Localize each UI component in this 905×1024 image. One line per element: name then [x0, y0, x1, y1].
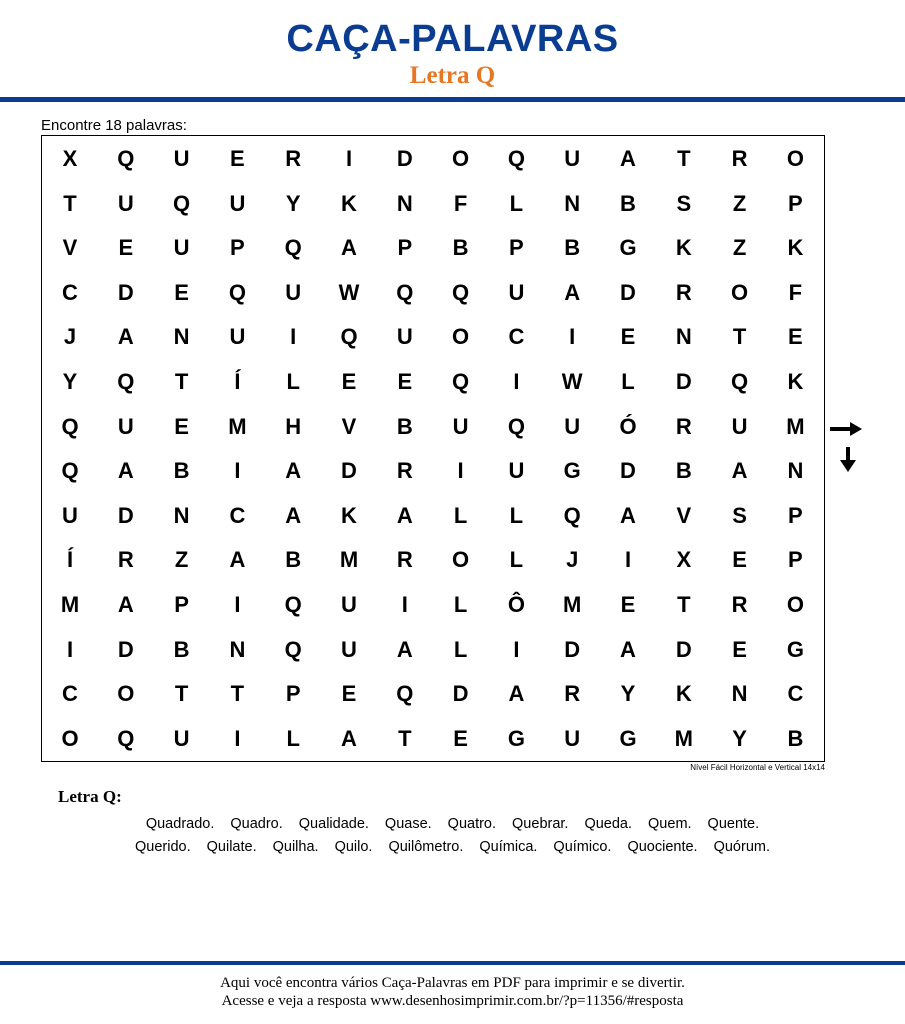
- grid-cell: T: [677, 592, 691, 617]
- grid-cell: E: [620, 324, 636, 350]
- grid-cell: E: [397, 369, 413, 394]
- grid-cell: E: [620, 592, 636, 617]
- grid-cell: B: [620, 190, 636, 216]
- grid-cell: U: [62, 502, 78, 528]
- grid-cell: U: [229, 190, 246, 216]
- grid-cell: L: [509, 547, 524, 573]
- grid-cell: U: [731, 413, 748, 439]
- grid-cell: O: [452, 547, 470, 573]
- grid-cell: T: [230, 681, 245, 707]
- grid-cell: K: [675, 681, 692, 707]
- grid-cell: L: [509, 190, 524, 216]
- grid-cell: O: [452, 324, 470, 350]
- grid-cell: Y: [732, 725, 747, 751]
- grid-cell: D: [620, 458, 636, 484]
- word-list-item: Queda.: [584, 816, 633, 832]
- level-note: Nível Fácil Horizontal e Vertical 14x14: [690, 763, 825, 772]
- grid-cell: P: [788, 502, 803, 528]
- grid-cell: E: [732, 636, 747, 662]
- grid-cell: Q: [507, 413, 525, 439]
- grid-cell: U: [341, 636, 357, 662]
- grid-cell: Y: [285, 190, 301, 216]
- grid-cell: U: [117, 413, 134, 439]
- grid-cell: A: [117, 324, 134, 350]
- grid-cell: Q: [228, 279, 246, 305]
- grid-cell: D: [117, 279, 134, 305]
- grid-cell: C: [62, 681, 78, 707]
- grid-cell: I: [345, 146, 353, 171]
- grid-cell: U: [117, 190, 134, 216]
- grid-cell: L: [286, 725, 300, 751]
- grid-cell: I: [234, 458, 241, 484]
- grid-cell: Q: [61, 413, 79, 439]
- word-list-heading: Letra Q:: [58, 787, 122, 806]
- grid-cell: Y: [620, 681, 636, 707]
- grid-cell: T: [398, 725, 412, 751]
- grid-cell: A: [508, 681, 525, 707]
- grid-cell: C: [508, 324, 525, 350]
- grid-cell: A: [341, 235, 357, 261]
- grid-cell: O: [786, 146, 804, 171]
- grid-cell: I: [66, 636, 74, 662]
- grid-cell: G: [786, 636, 804, 662]
- grid-cell: Q: [452, 369, 470, 394]
- grid-cell: D: [564, 636, 581, 662]
- grid-cell: U: [173, 235, 190, 261]
- grid-cell: Ó: [619, 413, 637, 439]
- grid-cell: Q: [563, 502, 581, 528]
- word-list-item: Quilate.: [206, 839, 257, 855]
- grid-cell: T: [63, 190, 77, 216]
- grid-cell: D: [675, 636, 692, 662]
- grid-cell: C: [229, 502, 246, 528]
- grid-cell: L: [453, 592, 468, 617]
- grid-cell: P: [509, 235, 524, 261]
- grid-cell: C: [62, 279, 78, 305]
- grid-cell: F: [788, 279, 803, 305]
- word-list-item: Química.: [479, 839, 538, 855]
- grid-cell: D: [452, 681, 469, 707]
- grid-cell: E: [174, 413, 189, 439]
- grid-cell: Q: [173, 190, 191, 216]
- grid-cell: Q: [117, 146, 135, 171]
- word-list-item: Quilo.: [334, 839, 373, 855]
- grid-cell: R: [731, 592, 748, 617]
- grid-cell: P: [397, 235, 413, 261]
- grid-cell: B: [675, 458, 692, 484]
- grid-cell: A: [285, 458, 302, 484]
- grid-cell: D: [396, 146, 413, 171]
- grid-cell: A: [341, 725, 357, 751]
- footer-line-1: Aqui você encontra vários Caça-Palavras em PDF para imprimir e se divertir.: [220, 975, 685, 991]
- grid-cell: U: [396, 324, 413, 350]
- grid-cell: A: [620, 502, 636, 528]
- grid-cell: A: [564, 279, 581, 305]
- grid-cell: I: [234, 592, 241, 617]
- arrow-right-icon: [828, 420, 864, 438]
- grid-cell: S: [676, 190, 692, 216]
- word-list-row-1: [0, 816, 905, 832]
- grid-cell: O: [452, 146, 470, 171]
- grid-cell: T: [174, 681, 189, 707]
- word-list-item: Quociente.: [627, 839, 698, 855]
- grid-cell: O: [117, 681, 135, 707]
- grid-cell: L: [453, 636, 468, 662]
- grid-cell: N: [396, 190, 413, 216]
- grid-cell: N: [675, 324, 692, 350]
- grid-cell: M: [60, 592, 80, 617]
- grid-cell: N: [564, 190, 581, 216]
- grid-cell: I: [569, 324, 576, 350]
- grid-cell: T: [732, 324, 747, 350]
- grid-cell: E: [732, 547, 747, 573]
- grid-cell: I: [290, 324, 297, 350]
- grid-cell: Q: [731, 369, 749, 394]
- grid-cell: X: [676, 547, 692, 573]
- grid-cell: G: [563, 458, 581, 484]
- grid-cell: Y: [62, 369, 78, 394]
- grid-cell: U: [229, 324, 246, 350]
- grid-cell: N: [731, 681, 748, 707]
- grid-cell: G: [619, 235, 637, 261]
- grid-cell: I: [624, 547, 632, 573]
- grid-cell: U: [285, 279, 302, 305]
- bottom-divider: [0, 961, 905, 965]
- grid-cell: E: [341, 369, 357, 394]
- grid-cell: A: [285, 502, 302, 528]
- grid-cell: L: [509, 502, 524, 528]
- word-list-item: Quebrar.: [512, 816, 569, 832]
- grid-cell: R: [396, 458, 413, 484]
- grid-cell: T: [677, 146, 691, 171]
- grid-cell: O: [786, 592, 804, 617]
- grid-cell: B: [173, 458, 190, 484]
- grid-cell: P: [285, 681, 301, 707]
- grid-cell: E: [453, 725, 468, 751]
- grid-cell: Q: [117, 725, 135, 751]
- grid-cell: I: [457, 458, 464, 484]
- grid-cell: I: [234, 725, 241, 751]
- grid-cell: L: [621, 369, 635, 394]
- grid-cell: B: [396, 413, 413, 439]
- grid-cell: M: [674, 725, 693, 751]
- grid-cell: K: [675, 235, 692, 261]
- grid-cell: D: [341, 458, 357, 484]
- grid-cell: Q: [396, 681, 414, 707]
- word-search-grid: [41, 135, 825, 762]
- grid-cell: U: [173, 146, 190, 171]
- grid-cell: U: [564, 146, 581, 171]
- grid-cell: R: [675, 413, 692, 439]
- grid-cell: O: [731, 279, 749, 305]
- grid-cell: A: [117, 592, 134, 617]
- word-list-item: Quilha.: [272, 839, 319, 855]
- grid-cell: M: [563, 592, 582, 617]
- word-list-item: Quem.: [648, 816, 692, 832]
- word-list-item: Quadrado.: [145, 816, 215, 832]
- word-list-item: Quase.: [384, 816, 432, 832]
- grid-cell: N: [787, 458, 804, 484]
- word-list-item: Quatro.: [447, 816, 497, 832]
- grid-cell: R: [564, 681, 581, 707]
- grid-cell: B: [285, 547, 302, 573]
- grid-cell: Q: [284, 636, 302, 662]
- grid-cell: T: [174, 369, 189, 394]
- footer-line-2: Acesse e veja a resposta www.desenhosimprimir.com.br/?p=11356/#resposta: [221, 993, 684, 1009]
- grid-cell: P: [788, 547, 803, 573]
- word-list-item: Químico.: [553, 839, 612, 855]
- grid-cell: G: [507, 725, 525, 751]
- grid-cell: V: [341, 413, 357, 439]
- grid-cell: P: [230, 235, 245, 261]
- grid-cell: N: [229, 636, 246, 662]
- grid-cell: U: [564, 725, 581, 751]
- grid-cell: Ô: [507, 592, 525, 617]
- word-list-item: Quadro.: [230, 816, 283, 832]
- grid-cell: Q: [117, 369, 135, 394]
- grid-cell: Q: [396, 279, 414, 305]
- grid-cell: E: [341, 681, 357, 707]
- grid-cell: W: [338, 279, 360, 305]
- grid-cell: X: [62, 146, 78, 171]
- grid-cell: D: [620, 279, 636, 305]
- grid-cell: B: [173, 636, 190, 662]
- grid-cell: U: [341, 592, 357, 617]
- grid-cell: D: [117, 636, 134, 662]
- word-list-row-2: [0, 839, 905, 855]
- grid-cell: B: [564, 235, 581, 261]
- grid-cell: R: [285, 146, 302, 171]
- grid-cell: E: [788, 324, 803, 350]
- grid-cell: I: [401, 592, 408, 617]
- grid-cell: A: [731, 458, 748, 484]
- grid-cell: F: [453, 190, 468, 216]
- grid-cell: E: [174, 279, 189, 305]
- grid-cell: M: [786, 413, 805, 439]
- grid-cell: U: [173, 725, 190, 751]
- top-divider: [0, 97, 905, 102]
- grid-cell: K: [787, 369, 804, 394]
- grid-cell: P: [788, 190, 803, 216]
- word-list-item: Quórum.: [713, 839, 770, 855]
- grid-cell: B: [452, 235, 469, 261]
- instruction-text: Encontre 18 palavras:: [41, 117, 187, 134]
- arrow-down-icon: [838, 446, 858, 474]
- grid-cell: J: [566, 547, 579, 573]
- grid-cell: M: [339, 547, 359, 573]
- word-list-item: Quilômetro.: [388, 839, 464, 855]
- grid-cell: Q: [340, 324, 358, 350]
- grid-cell: R: [675, 279, 692, 305]
- grid-cell: A: [620, 146, 636, 171]
- word-list-item: Quente.: [707, 816, 760, 832]
- grid-cell: P: [174, 592, 189, 617]
- grid-cell: E: [118, 235, 134, 261]
- page-subtitle: Letra Q: [409, 62, 496, 89]
- grid-cell: A: [117, 458, 134, 484]
- grid-cell: K: [787, 235, 804, 261]
- grid-cell: S: [732, 502, 747, 528]
- word-list-item: Querido.: [135, 839, 191, 855]
- grid-cell: I: [513, 369, 520, 394]
- grid-cell: Q: [507, 146, 525, 171]
- grid-cell: K: [341, 190, 357, 216]
- grid-cell: K: [341, 502, 357, 528]
- grid-cell: Q: [284, 235, 302, 261]
- grid-cell: M: [228, 413, 247, 439]
- grid-cell: R: [731, 146, 748, 171]
- grid-cell: J: [63, 324, 77, 350]
- grid-cell: A: [229, 547, 246, 573]
- grid-cell: O: [61, 725, 79, 751]
- grid-cell: N: [173, 324, 190, 350]
- grid-cell: Z: [174, 547, 189, 573]
- grid-cell: L: [286, 369, 300, 394]
- grid-cell: L: [453, 502, 468, 528]
- grid-cell: Z: [732, 235, 747, 261]
- grid-cell: U: [508, 458, 525, 484]
- grid-cell: Z: [732, 190, 747, 216]
- grid-cell: A: [620, 636, 636, 662]
- grid-cell: Q: [61, 458, 79, 484]
- grid-cell: U: [564, 413, 581, 439]
- grid-cell: A: [396, 502, 413, 528]
- grid-cell: B: [787, 725, 804, 751]
- grid-cell: Í: [66, 547, 74, 573]
- grid-cell: U: [508, 279, 525, 305]
- grid-cell: R: [117, 547, 134, 573]
- grid-cell: D: [117, 502, 134, 528]
- page-title: CAÇA-PALAVRAS: [286, 18, 619, 60]
- grid-cell: C: [787, 681, 804, 707]
- grid-cell: W: [561, 369, 583, 394]
- grid-cell: V: [62, 235, 78, 261]
- grid-cell: R: [396, 547, 413, 573]
- grid-cell: V: [676, 502, 692, 528]
- grid-cell: Í: [234, 369, 241, 394]
- grid-cell: G: [619, 725, 637, 751]
- word-list-item: Qualidade.: [298, 816, 369, 832]
- grid-cell: N: [173, 502, 190, 528]
- grid-cell: D: [675, 369, 692, 394]
- grid-cell: A: [396, 636, 413, 662]
- grid-cell: Q: [284, 592, 302, 617]
- grid-cell: Q: [452, 279, 470, 305]
- grid-cell: E: [230, 146, 245, 171]
- grid-cell: U: [452, 413, 469, 439]
- grid-cell: I: [513, 636, 520, 662]
- grid-cell: H: [285, 413, 302, 439]
